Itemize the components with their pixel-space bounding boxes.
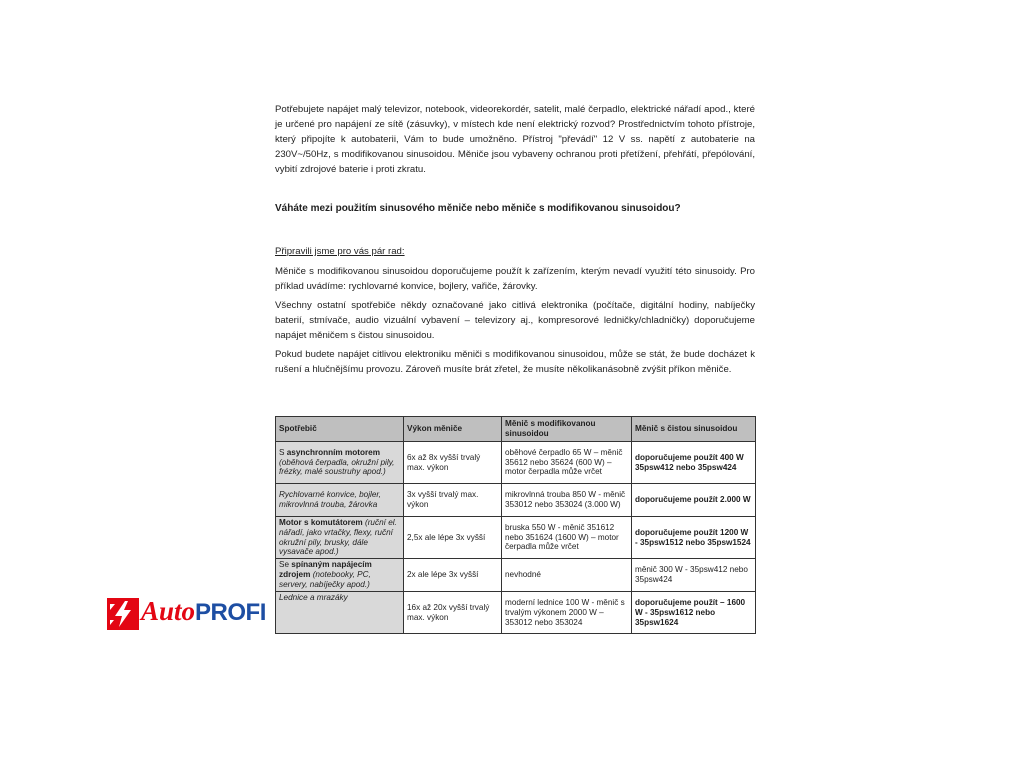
header-pure-sine: Měnič s čistou sinusoidou bbox=[632, 417, 756, 442]
power-cell: 3x vyšší trvalý max. výkon bbox=[404, 484, 502, 517]
header-inverter-power: Výkon měniče bbox=[404, 417, 502, 442]
inverter-comparison-table bbox=[275, 416, 756, 634]
section-heading: Váháte mezi použitím sinusového měniče nebo měniče s modifikovanou sinusoidou? bbox=[275, 203, 681, 214]
appliance-cell: Se spínaným napájecím zdrojem (notebooky, PC, servery, nabíječky apod.) bbox=[276, 559, 404, 592]
modified-sine-cell: oběhové čerpadlo 65 W – měnič 35612 nebo 35624 (600 W) – motor čerpadla může vrčet bbox=[502, 442, 632, 484]
table-row bbox=[276, 592, 756, 634]
advice-subheading: Připravili jsme pro vás pár rad: bbox=[275, 246, 405, 257]
table-row bbox=[276, 517, 756, 559]
modified-sine-cell: nevhodné bbox=[502, 559, 632, 592]
header-appliance: Spotřebič bbox=[276, 417, 404, 442]
advice-paragraph-warning: Pokud budete napájet citlivou elektroniku měniči s modifikovanou sinusoidou, může se stát, že bude docházet k rušení a hlučnějšímu provozu. Zároveň musíte brát zřetel, že musíte několikanásobně zvýšit příkon měniče. bbox=[275, 349, 755, 375]
logo-auto-text: Auto bbox=[141, 596, 196, 626]
table-row bbox=[276, 484, 756, 517]
autoprofi-logo bbox=[107, 598, 307, 630]
modified-sine-cell: mikrovlnná trouba 850 W - měnič 353012 nebo 353024 (3.000 W) bbox=[502, 484, 632, 517]
table-row bbox=[276, 442, 756, 484]
pure-sine-cell: doporučujeme použít 1200 W - 35psw1512 nebo 35psw1524 bbox=[632, 517, 756, 559]
header-modified-sine: Měnič s modifikovanou sinusoidou bbox=[502, 417, 632, 442]
modified-sine-cell: moderní lednice 100 W - měnič s trvalým výkonem 2000 W – 353012 nebo 353024 bbox=[502, 592, 632, 634]
logo-profi-text: PROFI bbox=[195, 599, 266, 626]
intro-paragraph: Potřebujete napájet malý televizor, notebook, videorekordér, satelit, malé čerpadlo, elektrické nářadí apod., které je určené pro napájení ze sítě (zásuvky), v místech kde není elektrický rozvod? Prostřednictvím tohoto přístroje, který připojíte k autobaterii, Vám to bude umožněno. Přístroj "převádí" 12 V ss. napětí z autobaterie na 230V~/50Hz, s modifikovanou sinusoidou. Měniče jsou vybaveny ochranou proti přetížení, přehřátí, přepólování, vybití zdrojové baterie i proti zkratu. bbox=[275, 104, 755, 175]
pure-sine-cell: doporučujeme použít 2.000 W bbox=[632, 484, 756, 517]
power-cell: 6x až 8x vyšší trvalý max. výkon bbox=[404, 442, 502, 484]
power-cell: 16x až 20x vyšší trvalý max. výkon bbox=[404, 592, 502, 634]
modified-sine-cell: bruska 550 W - měnič 351612 nebo 351624 (1600 W) – motor čerpadla může vrčet bbox=[502, 517, 632, 559]
power-cell: 2,5x ale lépe 3x vyšší bbox=[404, 517, 502, 559]
appliance-cell: Lednice a mrazáky bbox=[276, 592, 404, 634]
appliance-cell: S asynchronním motorem (oběhová čerpadla, okružní pily, frézky, malé soustruhy apod.) bbox=[276, 442, 404, 484]
power-cell: 2x ale lépe 3x vyšší bbox=[404, 559, 502, 592]
lightning-bolt-icon bbox=[107, 598, 139, 630]
pure-sine-cell: doporučujeme použít 400 W 35psw412 nebo 35psw424 bbox=[632, 442, 756, 484]
table-header-row bbox=[276, 417, 756, 442]
pure-sine-cell: doporučujeme použít – 1600 W - 35psw1612 nebo 35psw1624 bbox=[632, 592, 756, 634]
appliance-cell: Motor s komutátorem (ruční el. nářadí, jako vrtačky, flexy, ruční okružní pily, brusky, dále vysavače apod.) bbox=[276, 517, 404, 559]
table-row bbox=[276, 559, 756, 592]
advice-paragraph-modified: Měniče s modifikovanou sinusoidou doporučujeme použít k zařízením, kterým nevadí využití této sinusoidy. Pro příklad uvádíme: rychlovarné konvice, bojlery, vařiče, žárovky. bbox=[275, 266, 755, 292]
appliance-cell: Rychlovarné konvice, bojler, mikrovlnná trouba, žárovka bbox=[276, 484, 404, 517]
pure-sine-cell: měnič 300 W - 35psw412 nebo 35psw424 bbox=[632, 559, 756, 592]
advice-paragraph-pure: Všechny ostatní spotřebiče někdy označované jako citlivá elektronika (počítače, digitální hodiny, nabíječky baterií, stmívače, audio vizuální vybavení – televizory aj., kompresorové ledničky/chladničky) doporučujeme napájet měničem s čistou sinusoidou. bbox=[275, 300, 755, 341]
